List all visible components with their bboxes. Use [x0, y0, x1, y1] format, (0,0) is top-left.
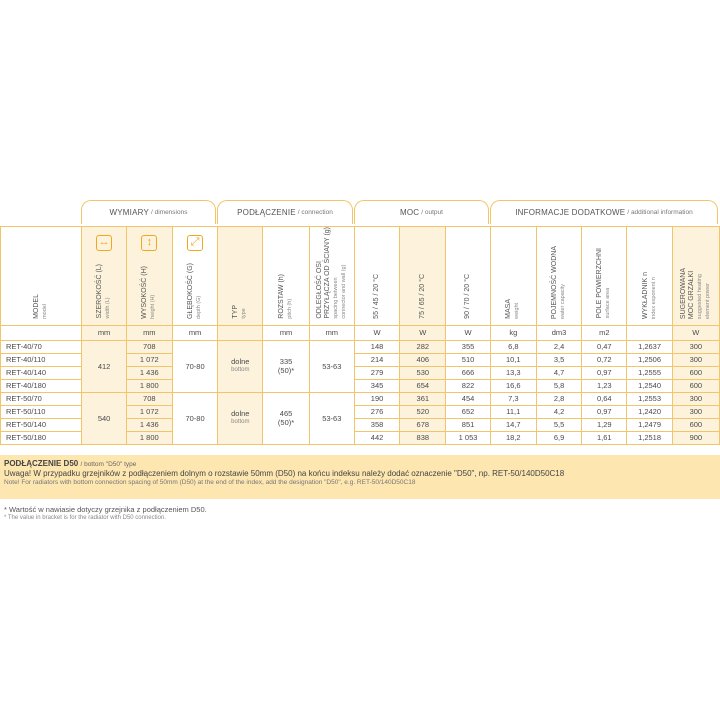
table-body	[1, 340, 720, 444]
height-cell: 708	[126, 392, 172, 405]
col-distance: ODLEGŁOŚĆ OSI PRZYŁĄCZA OD ŚCIANY (g) spacing between connector and wall (g)	[309, 227, 354, 326]
table-row	[1, 392, 720, 405]
power-55-cell: 279	[354, 366, 399, 379]
index-cell: 1,2553	[627, 392, 672, 405]
power-55-cell: 358	[354, 418, 399, 431]
col-width: ↔ SZEROKOŚĆ (L) width (L)	[82, 227, 126, 326]
col-capacity: POJEMNOŚĆ WODNA water capacity	[536, 227, 581, 326]
heater-cell: 900	[672, 431, 719, 444]
unit-heater: W	[672, 325, 719, 340]
col-power-75: 75 / 65 / 20 °C	[400, 227, 446, 326]
unit-height: mm	[126, 325, 172, 340]
type-cell: dolne bottom	[218, 340, 263, 392]
model-cell: RET-40/110	[1, 353, 82, 366]
group-output: MOC / output	[354, 200, 489, 224]
note-text-en: Note! For radiators with bottom connection spacing of 50mm (D50) at the end of the index, add the designation "D50", e.g. RET-50/140D50C18	[4, 479, 416, 486]
surface-cell: 1,23	[582, 379, 627, 392]
col-type: TYP type	[218, 227, 263, 326]
capacity-cell: 4,2	[536, 405, 581, 418]
units-row	[1, 325, 720, 340]
power-90-cell: 851	[446, 418, 490, 431]
vertical-arrows-icon: ↕	[141, 235, 157, 251]
group-headers	[0, 200, 720, 226]
capacity-cell: 2,4	[536, 340, 581, 353]
surface-cell: 0,72	[582, 353, 627, 366]
index-cell: 1,2420	[627, 405, 672, 418]
header-row	[1, 227, 720, 326]
power-75-cell: 678	[400, 418, 446, 431]
height-cell: 708	[126, 340, 172, 353]
index-cell: 1,2637	[627, 340, 672, 353]
capacity-cell: 4,7	[536, 366, 581, 379]
capacity-cell: 6,9	[536, 431, 581, 444]
footnote-pl: * Wartość w nawiasie dotyczy grzejnika z podłączeniem D50.	[4, 505, 207, 514]
power-75-cell: 406	[400, 353, 446, 366]
width-cell: 412	[82, 340, 126, 392]
heater-cell: 300	[672, 392, 719, 405]
height-cell: 1 800	[126, 431, 172, 444]
mass-cell: 18,2	[490, 431, 536, 444]
surface-cell: 0,97	[582, 405, 627, 418]
index-cell: 1,2555	[627, 366, 672, 379]
model-cell: RET-50/70	[1, 392, 82, 405]
height-cell: 1 436	[126, 366, 172, 379]
power-90-cell: 454	[446, 392, 490, 405]
note-text-pl: Uwaga! W przypadku grzejników z podłączeniem dolnym o rozstawie 50mm (D50) na końcu indeksu należy dodać oznaczenie "D50", np. RET-50/140D50C18	[4, 469, 565, 478]
heater-cell: 600	[672, 379, 719, 392]
diagonal-arrows-icon: ⤢	[187, 235, 203, 251]
model-cell: RET-40/140	[1, 366, 82, 379]
depth-cell: 70-80	[172, 392, 217, 444]
footnote-en: * The value in bracket is for the radiator with D50 connection.	[4, 515, 166, 521]
horizontal-arrows-icon: ↔	[96, 235, 112, 251]
unit-distance: mm	[309, 325, 354, 340]
capacity-cell: 3,5	[536, 353, 581, 366]
power-55-cell: 148	[354, 340, 399, 353]
power-55-cell: 442	[354, 431, 399, 444]
spec-table	[0, 226, 720, 445]
surface-cell: 1,29	[582, 418, 627, 431]
mass-cell: 10,1	[490, 353, 536, 366]
model-cell: RET-40/70	[1, 340, 82, 353]
distance-cell: 53-63	[309, 392, 354, 444]
power-90-cell: 510	[446, 353, 490, 366]
height-cell: 1 072	[126, 405, 172, 418]
height-cell: 1 072	[126, 353, 172, 366]
power-90-cell: 355	[446, 340, 490, 353]
spec-table-area	[0, 200, 720, 445]
power-75-cell: 520	[400, 405, 446, 418]
col-index: WYKŁADNIK n index exponent n	[627, 227, 672, 326]
capacity-cell: 2,8	[536, 392, 581, 405]
unit-p3: W	[446, 325, 490, 340]
index-cell: 1,2518	[627, 431, 672, 444]
power-90-cell: 822	[446, 379, 490, 392]
power-75-cell: 530	[400, 366, 446, 379]
depth-cell: 70-80	[172, 340, 217, 392]
heater-cell: 600	[672, 418, 719, 431]
col-depth: ⤢ GŁĘBOKOŚĆ (G) depth (G)	[172, 227, 217, 326]
power-75-cell: 361	[400, 392, 446, 405]
power-90-cell: 1 053	[446, 431, 490, 444]
mass-cell: 7,3	[490, 392, 536, 405]
surface-cell: 1,61	[582, 431, 627, 444]
power-90-cell: 666	[446, 366, 490, 379]
mass-cell: 16,6	[490, 379, 536, 392]
capacity-cell: 5,8	[536, 379, 581, 392]
unit-p1: W	[354, 325, 399, 340]
unit-p2: W	[400, 325, 446, 340]
model-cell: RET-50/180	[1, 431, 82, 444]
unit-surface: m2	[582, 325, 627, 340]
heater-cell: 600	[672, 366, 719, 379]
power-90-cell: 652	[446, 405, 490, 418]
group-dimensions: WYMIARY / dimensions	[81, 200, 216, 224]
type-cell: dolne bottom	[218, 392, 263, 444]
power-55-cell: 190	[354, 392, 399, 405]
width-cell: 540	[82, 392, 126, 444]
heater-cell: 300	[672, 405, 719, 418]
power-55-cell: 214	[354, 353, 399, 366]
col-power-55: 55 / 45 / 20 °C	[354, 227, 399, 326]
index-cell: 1,2540	[627, 379, 672, 392]
col-power-90: 90 / 70 / 20 °C	[446, 227, 490, 326]
unit-depth: mm	[172, 325, 217, 340]
heater-cell: 300	[672, 340, 719, 353]
unit-mass: kg	[490, 325, 536, 340]
unit-pitch: mm	[263, 325, 309, 340]
surface-cell: 0,64	[582, 392, 627, 405]
mass-cell: 11,1	[490, 405, 536, 418]
capacity-cell: 5,5	[536, 418, 581, 431]
pitch-cell: 335 (50)*	[263, 340, 309, 392]
surface-cell: 0,47	[582, 340, 627, 353]
index-cell: 1,2506	[627, 353, 672, 366]
unit-width: mm	[82, 325, 126, 340]
model-cell: RET-50/140	[1, 418, 82, 431]
surface-cell: 0,97	[582, 366, 627, 379]
unit-capacity: dm3	[536, 325, 581, 340]
group-connection: PODŁĄCZENIE / connection	[217, 200, 353, 224]
col-model: MODEL model	[1, 227, 82, 326]
mass-cell: 6,8	[490, 340, 536, 353]
height-cell: 1 436	[126, 418, 172, 431]
distance-cell: 53-63	[309, 340, 354, 392]
index-cell: 1,2479	[627, 418, 672, 431]
model-cell: RET-50/110	[1, 405, 82, 418]
model-cell: RET-40/180	[1, 379, 82, 392]
power-55-cell: 276	[354, 405, 399, 418]
power-75-cell: 282	[400, 340, 446, 353]
table-row	[1, 340, 720, 353]
col-pitch: ROZSTAW (h) pitch (h)	[263, 227, 309, 326]
col-surface: POLE POWIERZCHNI surface area	[582, 227, 627, 326]
group-additional-info: INFORMACJE DODATKOWE / additional information	[490, 200, 718, 224]
power-75-cell: 838	[400, 431, 446, 444]
height-cell: 1 800	[126, 379, 172, 392]
power-75-cell: 654	[400, 379, 446, 392]
col-mass: MASA weight	[490, 227, 536, 326]
col-heater: SUGEROWANA MOC GRZAŁKI suggested heating element power	[672, 227, 719, 326]
d50-note-box	[0, 455, 720, 499]
mass-cell: 13,3	[490, 366, 536, 379]
col-height: ↕ WYSOKOŚĆ (H) height (H)	[126, 227, 172, 326]
pitch-cell: 465 (50)*	[263, 392, 309, 444]
power-55-cell: 345	[354, 379, 399, 392]
mass-cell: 14,7	[490, 418, 536, 431]
note-title: PODŁĄCZENIE D50 / bottom "D50" type	[4, 459, 137, 468]
heater-cell: 300	[672, 353, 719, 366]
